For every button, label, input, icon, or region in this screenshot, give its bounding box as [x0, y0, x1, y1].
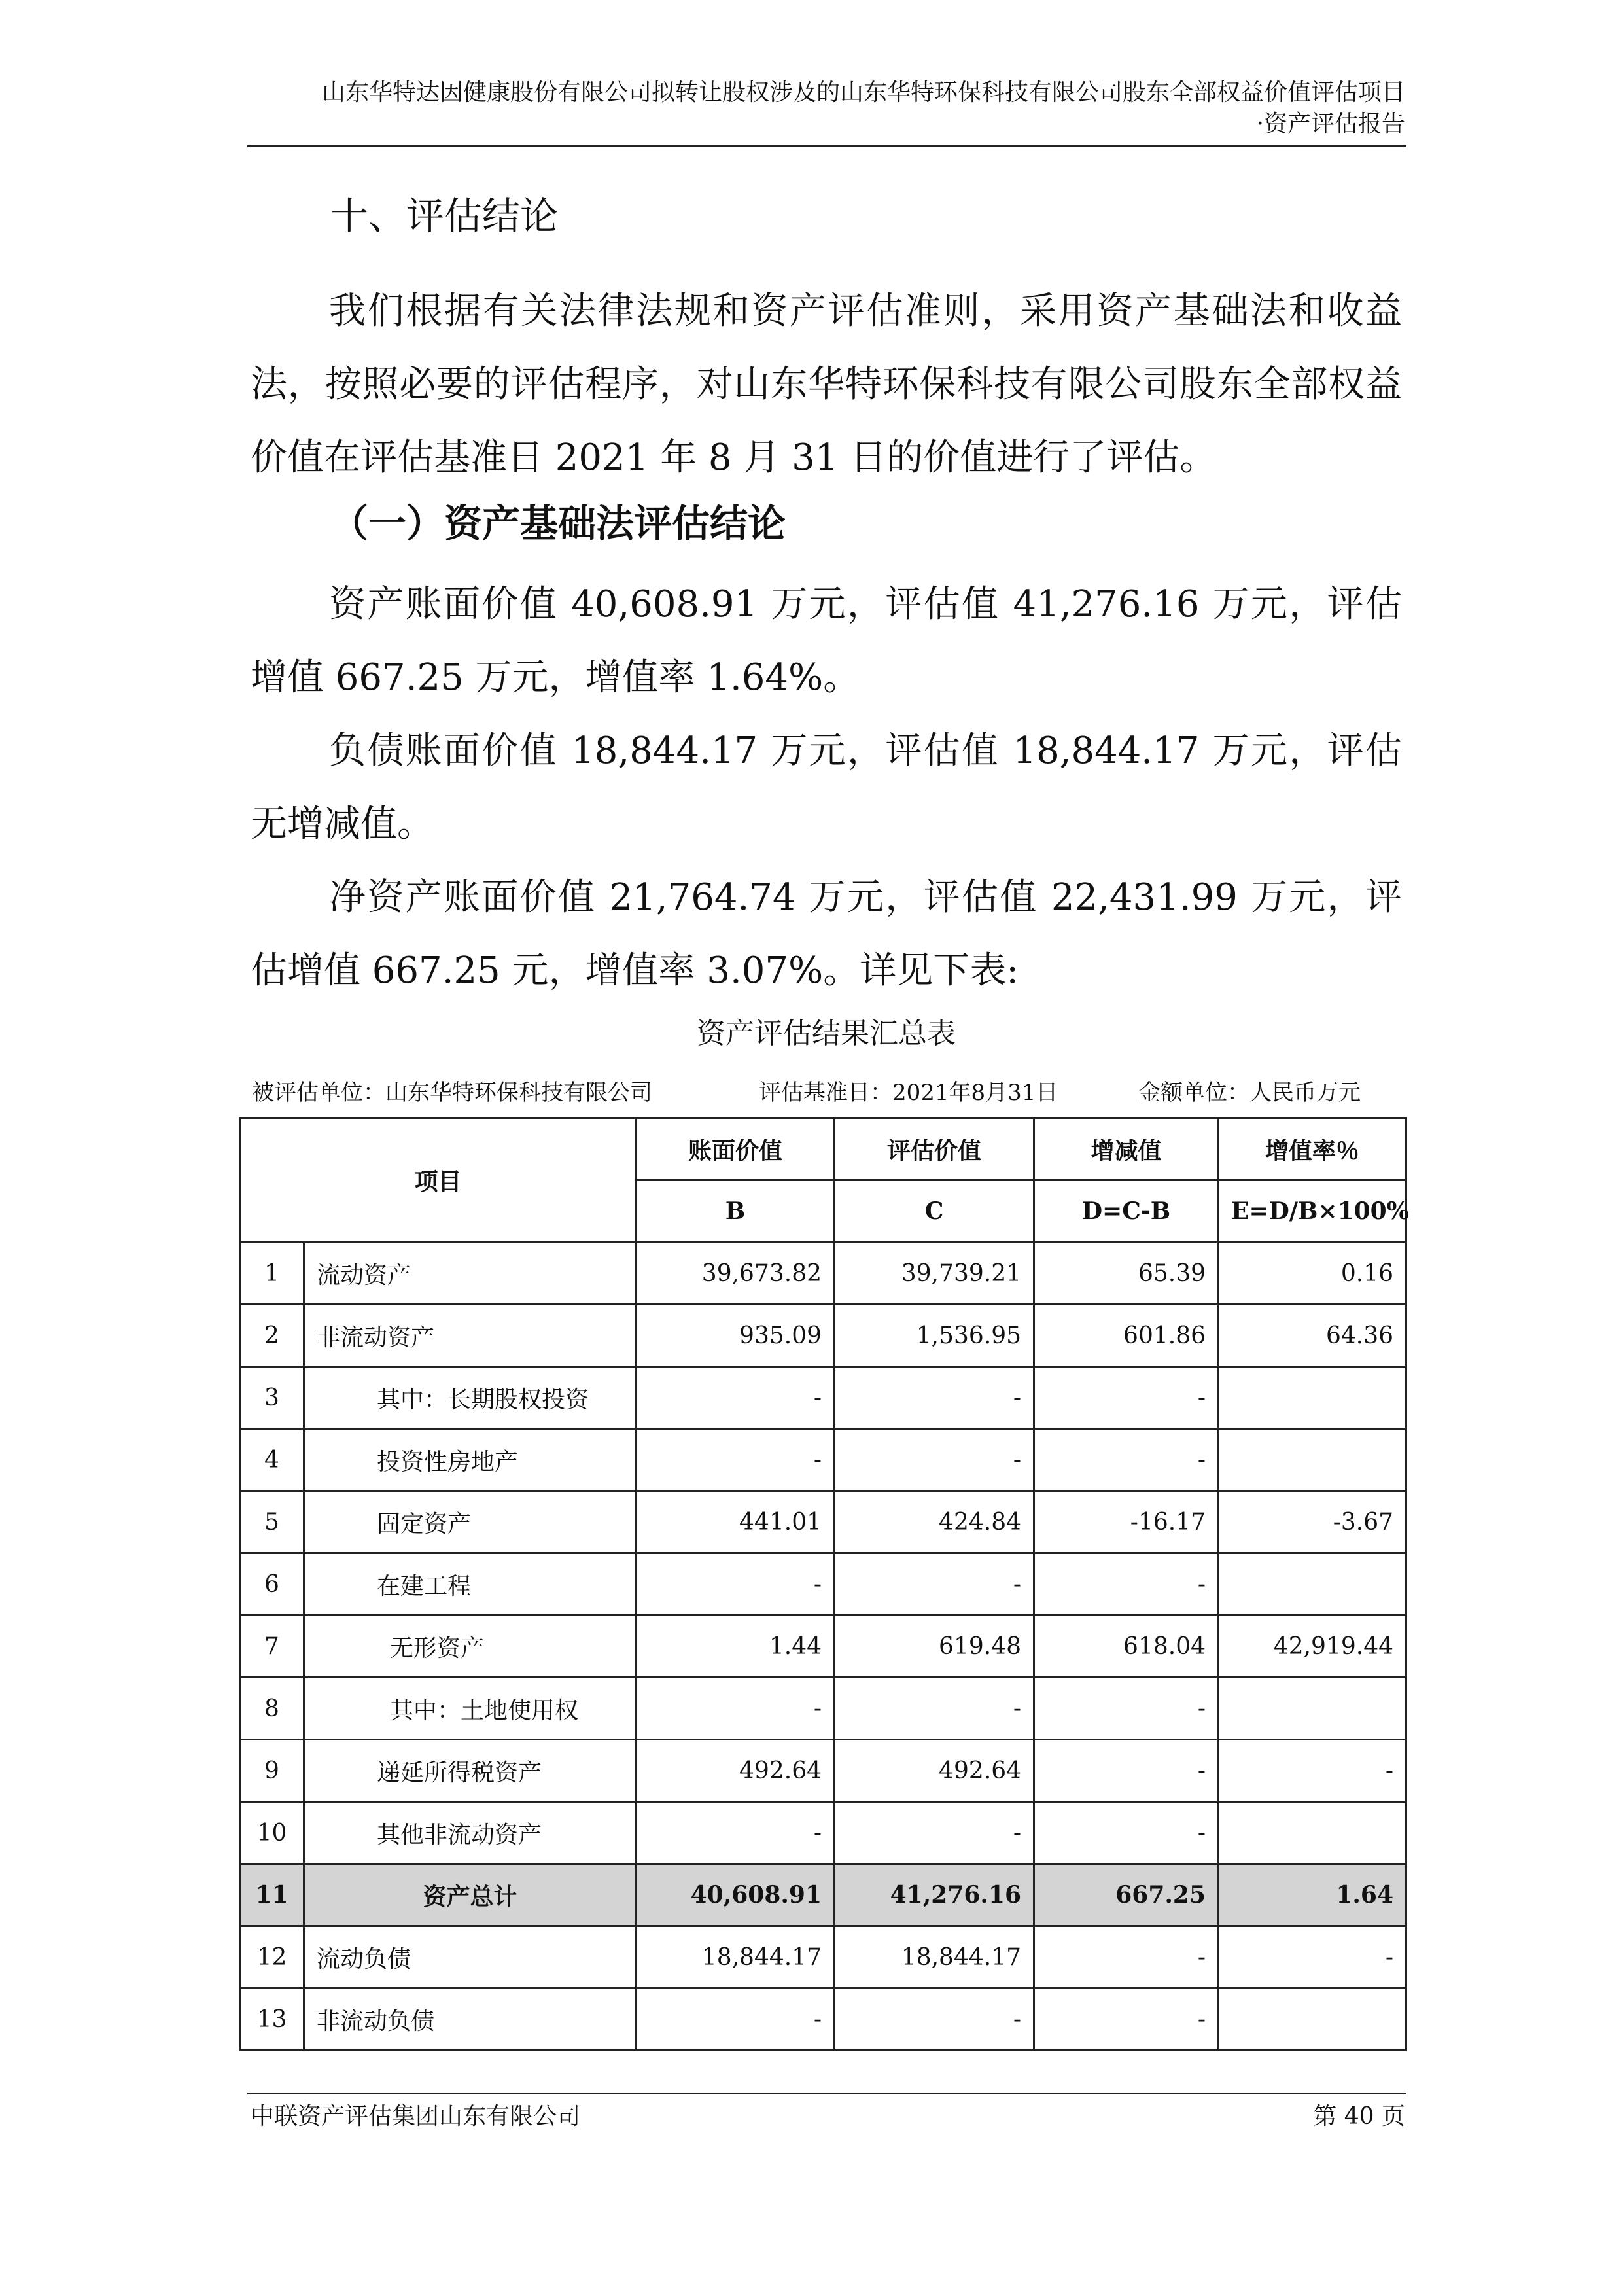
liabilities-paragraph	[251, 715, 1402, 861]
table-row: 12 流动负债 18,844.17 18,844.17 - -	[240, 1926, 1406, 1988]
table-header-row	[240, 1118, 1406, 1180]
intro-paragraph	[251, 275, 1402, 495]
table-row: 13 非流动负债 - - -	[240, 1988, 1406, 2051]
table-title: 资产评估结果汇总表	[697, 1017, 956, 1050]
assets-text: 资产账面价值 40,608.91 万元，评估值 41,276.16 万元，评估增值 667.25 万元，增值率 1.64%。	[251, 583, 1402, 699]
table-row: 4 投资性房地产 - - -	[240, 1429, 1406, 1491]
table-row: 9 递延所得税资产 492.64 492.64 - -	[240, 1740, 1406, 1802]
header-eval-symbol: C	[835, 1180, 1034, 1243]
table-row: 8 其中：土地使用权 - - -	[240, 1678, 1406, 1740]
intro-text: 我们根据有关法律法规和资产评估准则，采用资产基础法和收益法，按照必要的评估程序，对山东华特环保科技有限公司股东全部权益价值在评估基准日 2021 年 8 月 31 日的价值进行了评估。	[251, 290, 1402, 479]
valuation-date: 评估基准日：2021年8月31日	[759, 1080, 1058, 1106]
header-divider	[247, 145, 1406, 147]
net-assets-paragraph	[251, 861, 1402, 1008]
net-assets-text: 净资产账面价值 21,764.74 万元，评估值 22,431.99 万元，评估增值 667.25 元，增值率 3.07%。详见下表:	[251, 876, 1402, 992]
table-row: 2 非流动资产 935.09 1,536.95 601.86 64.36	[240, 1305, 1406, 1367]
table-row: 6 在建工程 - - -	[240, 1553, 1406, 1616]
header-change: 增减值	[1034, 1118, 1219, 1180]
header-book-value: 账面价值	[637, 1118, 835, 1180]
page-number: 第 40 页	[1313, 2103, 1405, 2130]
sub-section-title: （一）资产基础法评估结论	[330, 501, 786, 546]
currency-unit: 金额单位：人民币万元	[1138, 1080, 1361, 1106]
header-rate: 增值率％	[1219, 1118, 1406, 1180]
liabilities-text: 负债账面价值 18,844.17 万元，评估值 18,844.17 万元，评估无增减值。	[251, 730, 1402, 845]
table-row-total: 11 资产总计 40,608.91 41,276.16 667.25 1.64	[240, 1864, 1406, 1926]
table-row: 5 固定资产 441.01 424.84 -16.17 -3.67	[240, 1491, 1406, 1553]
header-item: 项目	[240, 1118, 637, 1243]
header-change-symbol: D=C-B	[1034, 1180, 1219, 1243]
appraised-entity: 被评估单位：山东华特环保科技有限公司	[252, 1080, 652, 1106]
header-title: 山东华特达因健康股份有限公司拟转让股权涉及的山东华特环保科技有限公司股东全部权益价值评估项目	[321, 79, 1405, 106]
table-row: 1 流动资产 39,673.82 39,739.21 65.39 0.16	[240, 1243, 1406, 1305]
header-eval-value: 评估价值	[835, 1118, 1034, 1180]
table-row: 10 其他非流动资产 - - -	[240, 1802, 1406, 1864]
table-row: 7 无形资产 1.44 619.48 618.04 42,919.44	[240, 1616, 1406, 1678]
section-title: 十、评估结论	[330, 194, 559, 238]
valuation-summary-table	[239, 1117, 1407, 2051]
header-subtitle: ·资产评估报告	[1256, 111, 1405, 137]
footer-divider	[247, 2093, 1406, 2094]
footer-company: 中联资产评估集团山东有限公司	[251, 2103, 581, 2130]
header-book-symbol: B	[637, 1180, 835, 1243]
assets-paragraph	[251, 568, 1402, 715]
table-row: 3 其中：长期股权投资 - - -	[240, 1367, 1406, 1429]
header-rate-symbol: E=D/B×100%	[1219, 1180, 1406, 1243]
